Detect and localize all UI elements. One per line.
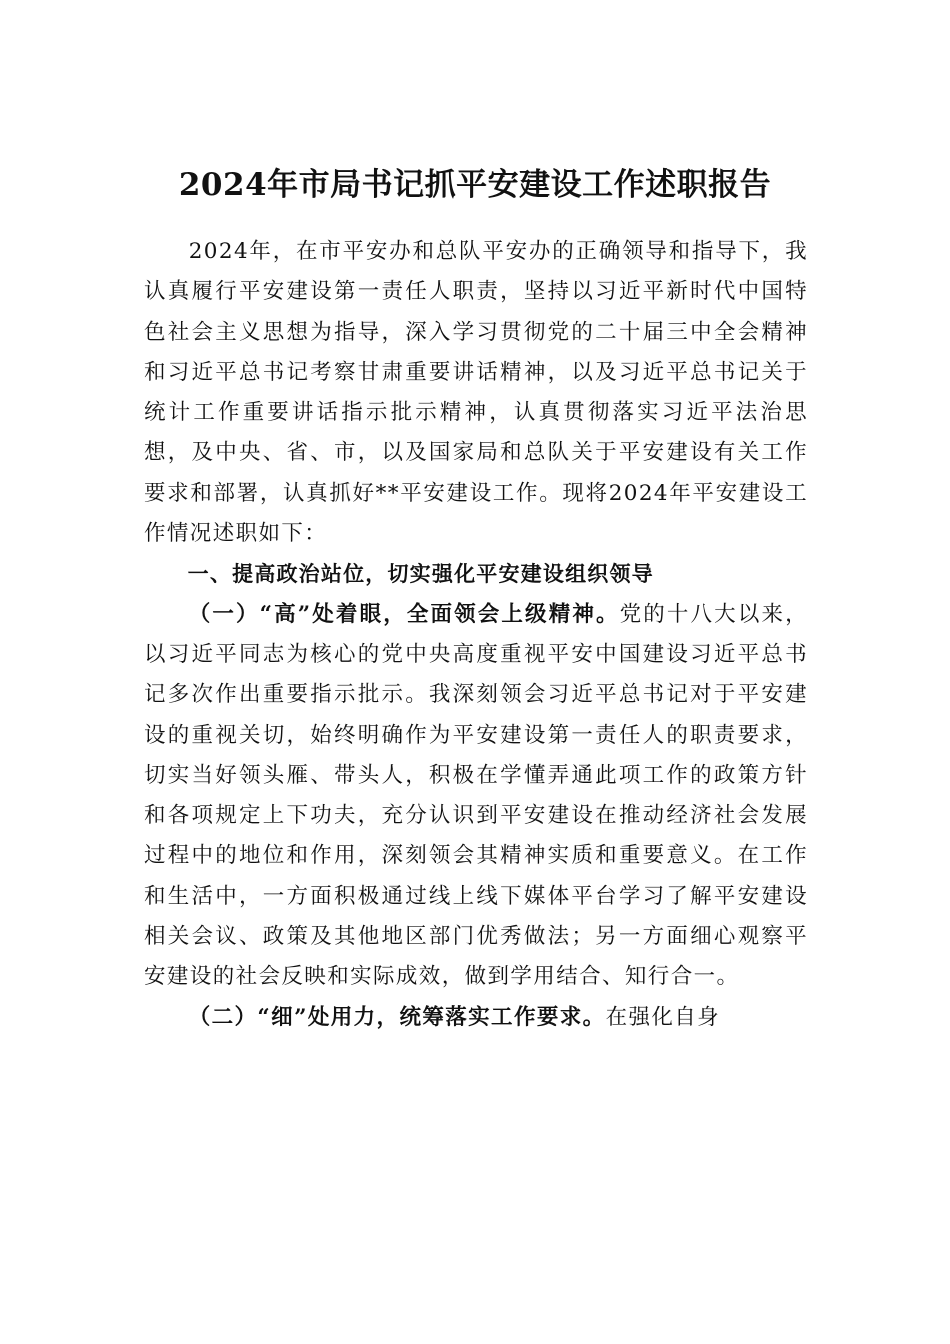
document-body [144, 232, 808, 1038]
subsection-1-paragraph [144, 595, 808, 998]
subsection-1-body: 党的十八大以来，以习近平同志为核心的党中央高度重视平安中国建设习近平总书记多次作出重要指示批示。我深刻领会习近平总书记对于平安建设的重视关切，始终明确作为平安建设第一责任人的职责要求，切实当好领头雁、带头人，积极在学懂弄通此项工作的政策方针和各项规定上下功夫，充分认识到平安建设在推动经济社会发展过程中的地位和作用，深刻领会其精神实质和重要意义。在工作和生活中，一方面积极通过线上线下媒体平台学习了解平安建设相关会议、政策及其他地区部门优秀做法；另一方面细心观察平安建设的社会反映和实际成效，做到学用结合、知行合一。 [144, 601, 809, 990]
subsection-2-heading: （二）“细”处用力，统筹落实工作要求。 [188, 1004, 606, 1030]
section-heading: 一、提高政治站位，切实强化平安建设组织领导 [187, 562, 654, 587]
document-title: 2024年市局书记抓平安建设工作述职报告 [178, 167, 772, 203]
subsection-2-body: 在强化自身 [605, 1004, 721, 1030]
subsection-1-heading: （一）“高”处着眼，全面领会上级精神。 [188, 601, 620, 627]
intro-paragraph: 2024年，在市平安办和总队平安办的正确领导和指导下，我认真履行平安建设第一责任人职责，坚持以习近平新时代中国特色社会主义思想为指导，深入学习贯彻党的二十届三中全会精神和习近平总书记考察甘肃重要讲话精神，以及习近平总书记关于统计工作重要讲话指示批示精神，认真贯彻落实习近平法治思想，及中央、省、市，以及国家局和总队关于平安建设有关工作要求和部署，认真抓好**平安建设工作。现将2024年平安建设工作情况述职如下： [144, 239, 808, 547]
subsection-2-paragraph [144, 998, 808, 1038]
